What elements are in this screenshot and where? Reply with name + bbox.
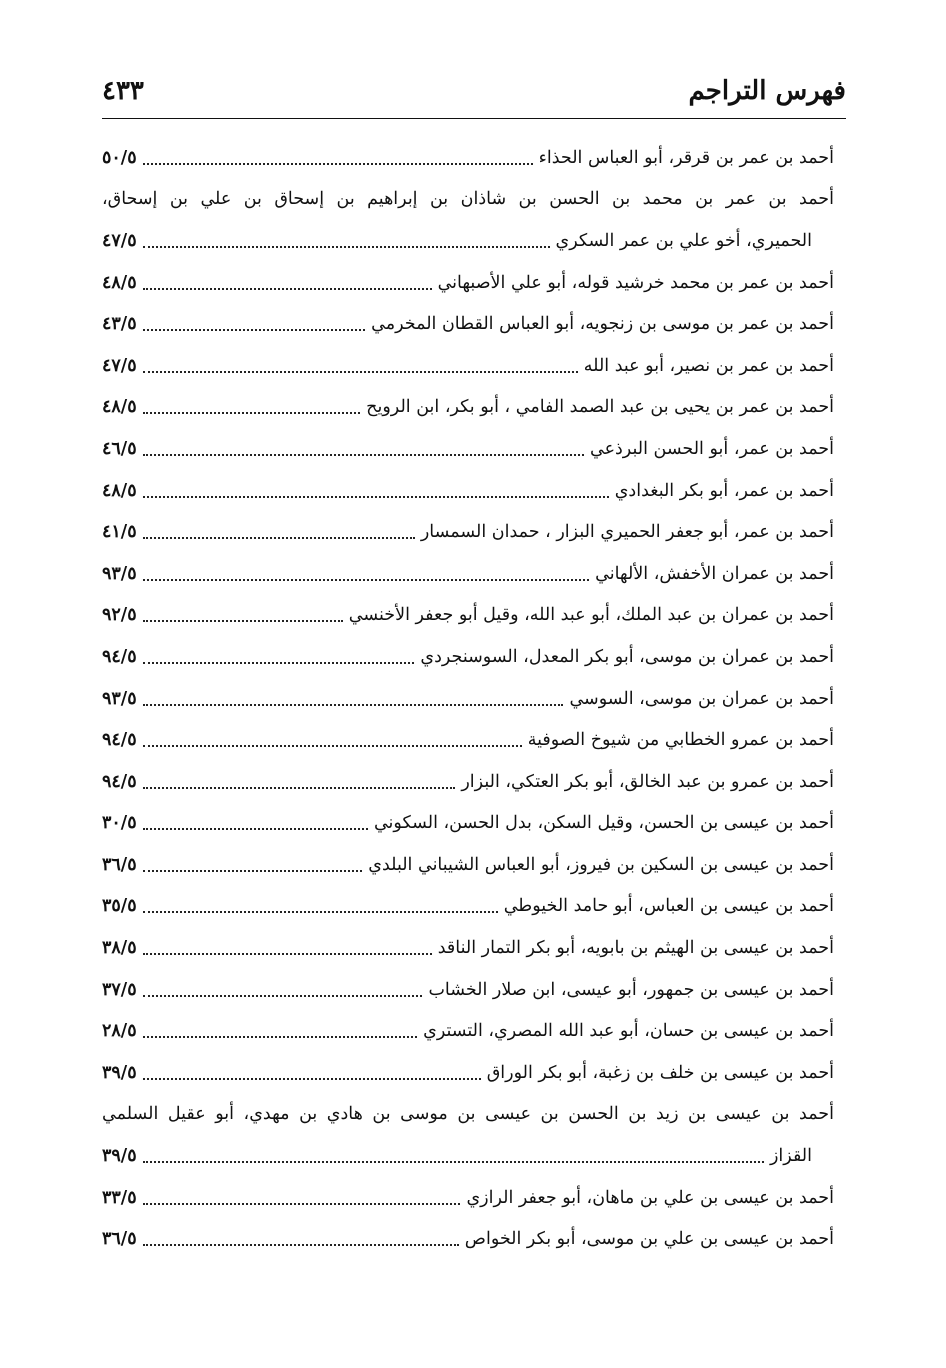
leader-dots xyxy=(143,1244,459,1246)
entry-name: أحمد بن عمر بن موسى بن زنجويه، أبو العباس القطان المخرمي xyxy=(371,314,834,335)
index-entry xyxy=(102,345,834,387)
entry-reference: ٩٣/٥ xyxy=(102,688,137,709)
entry-reference: ٩٢/٥ xyxy=(102,605,137,626)
entry-name: أحمد بن عمر، أبو بكر البغدادي xyxy=(614,480,834,501)
leader-dots xyxy=(143,662,415,664)
index-entry xyxy=(102,553,834,595)
index-entry xyxy=(102,678,834,720)
index-entry xyxy=(102,636,834,678)
entry-reference: ٣٠/٥ xyxy=(102,813,137,834)
entry-name: أحمد بن عيسى بن السكين بن فيروز، أبو العباس الشيباني البلدي xyxy=(368,854,834,875)
entry-reference: ٤٦/٥ xyxy=(102,438,137,459)
index-entry xyxy=(102,511,834,553)
leader-dots xyxy=(143,870,363,872)
index-entries xyxy=(102,137,834,1260)
leader-dots xyxy=(143,163,533,165)
leader-dots xyxy=(143,496,609,498)
leader-dots xyxy=(143,1036,418,1038)
page-number: ٤٣٣ xyxy=(102,76,144,106)
entry-reference: ٩٤/٥ xyxy=(102,771,137,792)
entry-reference: ٩٤/٥ xyxy=(102,730,137,751)
entry-reference: ٤٨/٥ xyxy=(102,480,137,501)
index-entry xyxy=(102,761,834,803)
leader-dots xyxy=(143,995,423,997)
entry-reference: ٤٧/٥ xyxy=(102,230,137,251)
leader-dots xyxy=(143,745,522,747)
entry-reference: ٣٥/٥ xyxy=(102,896,137,917)
leader-dots xyxy=(143,953,432,955)
index-entry xyxy=(102,719,834,761)
entry-reference: ٣٦/٥ xyxy=(102,1229,137,1250)
entry-reference: ٩٤/٥ xyxy=(102,646,137,667)
leader-dots xyxy=(143,579,590,581)
entry-reference: ٣٩/٥ xyxy=(102,1146,137,1167)
index-entry xyxy=(102,844,834,886)
entry-name: أحمد بن عمر بن محمد خرشيد قوله، أبو علي الأصبهاني xyxy=(437,272,834,293)
entry-reference: ٤٨/٥ xyxy=(102,397,137,418)
index-entry xyxy=(102,1052,834,1094)
index-entry xyxy=(102,387,834,429)
entry-name: أحمد بن عمر، أبو الحسن البرذعي xyxy=(589,438,834,459)
entry-name: أحمد بن عيسى بن زيد بن الحسن بن عيسى بن موسى بن هادي بن مهدي، أبو عقيل السلمي xyxy=(102,1103,834,1124)
index-entry xyxy=(102,886,834,928)
index-entry xyxy=(102,595,834,637)
entry-name: أحمد بن عيسى بن العباس، أبو حامد الخيوطي xyxy=(503,896,834,917)
entry-name: أحمد بن عمران بن موسى، أبو بكر المعدل، السوسنجردي xyxy=(420,646,834,667)
entry-reference: ٤٨/٥ xyxy=(102,272,137,293)
page-title: فهرس التراجم xyxy=(688,76,846,106)
index-entry xyxy=(102,803,834,845)
leader-dots xyxy=(143,246,550,248)
header-divider xyxy=(102,118,846,119)
entry-reference: ٣٧/٥ xyxy=(102,979,137,1000)
entry-reference: ٢٨/٥ xyxy=(102,1021,137,1042)
entry-name: أحمد بن عمران بن عبد الملك، أبو عبد الله، وقيل أبو جعفر الأخنسي xyxy=(348,605,834,626)
leader-dots xyxy=(143,412,361,414)
entry-reference: ٣٦/٥ xyxy=(102,854,137,875)
entry-reference: ٣٨/٥ xyxy=(102,938,137,959)
leader-dots xyxy=(143,704,564,706)
entry-reference: ٤٧/٥ xyxy=(102,355,137,376)
page-header xyxy=(102,62,846,106)
index-entry xyxy=(102,969,834,1011)
entry-name: أحمد بن عمر بن محمد بن الحسن بن شاذان بن إبراهيم بن إسحاق بن علي بن إسحاق، xyxy=(102,188,834,209)
index-entry xyxy=(102,179,834,221)
leader-dots xyxy=(143,1161,764,1163)
index-entry xyxy=(102,1094,834,1136)
index-entry xyxy=(102,303,834,345)
entry-reference: ٤٣/٥ xyxy=(102,314,137,335)
entry-name: أحمد بن عمرو الخطابي من شيوخ الصوفية xyxy=(527,730,834,751)
entry-name: أحمد بن عمران الأخفش، الألهاني xyxy=(595,563,834,584)
entry-name: القزاز xyxy=(769,1146,812,1167)
leader-dots xyxy=(143,911,498,913)
entry-name: أحمد بن عمران بن موسى، السوسي xyxy=(569,688,834,709)
entry-name: أحمد بن عمرو بن عبد الخالق، أبو بكر العتكي، البزار xyxy=(461,771,834,792)
leader-dots xyxy=(143,1078,481,1080)
entry-name: أحمد بن عمر بن قرقر، أبو العباس الحذاء xyxy=(538,147,834,168)
leader-dots xyxy=(143,454,584,456)
entry-name: أحمد بن عيسى بن خلف بن زغبة، أبو بكر الوراق xyxy=(486,1062,834,1083)
entry-name: أحمد بن عمر، أبو جعفر الحميري البزار ، حمدان السمسار xyxy=(420,522,834,543)
index-entry xyxy=(102,428,834,470)
index-entry xyxy=(102,137,834,179)
entry-name: أحمد بن عيسى بن علي بن موسى، أبو بكر الخواص xyxy=(464,1229,834,1250)
leader-dots xyxy=(143,329,366,331)
leader-dots xyxy=(143,537,415,539)
index-entry xyxy=(102,1177,834,1219)
entry-name: الحميري، أخو علي بن عمر السكري xyxy=(555,230,812,251)
entry-name: أحمد بن عمر بن يحيى بن عبد الصمد الفامي ، أبو بكر، ابن الرويح xyxy=(366,397,834,418)
entry-reference: ٥٠/٥ xyxy=(102,147,137,168)
leader-dots xyxy=(143,828,368,830)
index-entry xyxy=(102,927,834,969)
leader-dots xyxy=(143,371,578,373)
entry-name: أحمد بن عيسى بن حسان، أبو عبد الله المصري، التستري xyxy=(423,1021,834,1042)
entry-name: أحمد بن عيسى بن جمهور، أبو عيسى، ابن صلار الخشاب xyxy=(428,979,834,1000)
leader-dots xyxy=(143,1203,461,1205)
entry-name: أحمد بن عيسى بن علي بن ماهان، أبو جعفر الرازي xyxy=(466,1187,834,1208)
entry-reference: ٣٣/٥ xyxy=(102,1187,137,1208)
entry-reference: ٤١/٥ xyxy=(102,522,137,543)
leader-dots xyxy=(143,787,456,789)
index-entry xyxy=(102,1135,834,1177)
leader-dots xyxy=(143,288,432,290)
entry-reference: ٣٩/٥ xyxy=(102,1062,137,1083)
index-entry xyxy=(102,1218,834,1260)
entry-name: أحمد بن عمر بن نصير، أبو عبد الله xyxy=(583,355,834,376)
index-entry xyxy=(102,1010,834,1052)
entry-reference: ٩٣/٥ xyxy=(102,563,137,584)
entry-name: أحمد بن عيسى بن الهيثم بن بابويه، أبو بكر التمار الناقد xyxy=(437,938,834,959)
index-entry xyxy=(102,262,834,304)
entry-name: أحمد بن عيسى بن الحسن، وقيل السكن، بدل الحسن، السكوني xyxy=(373,813,834,834)
index-entry xyxy=(102,220,834,262)
index-entry xyxy=(102,470,834,512)
leader-dots xyxy=(143,620,343,622)
